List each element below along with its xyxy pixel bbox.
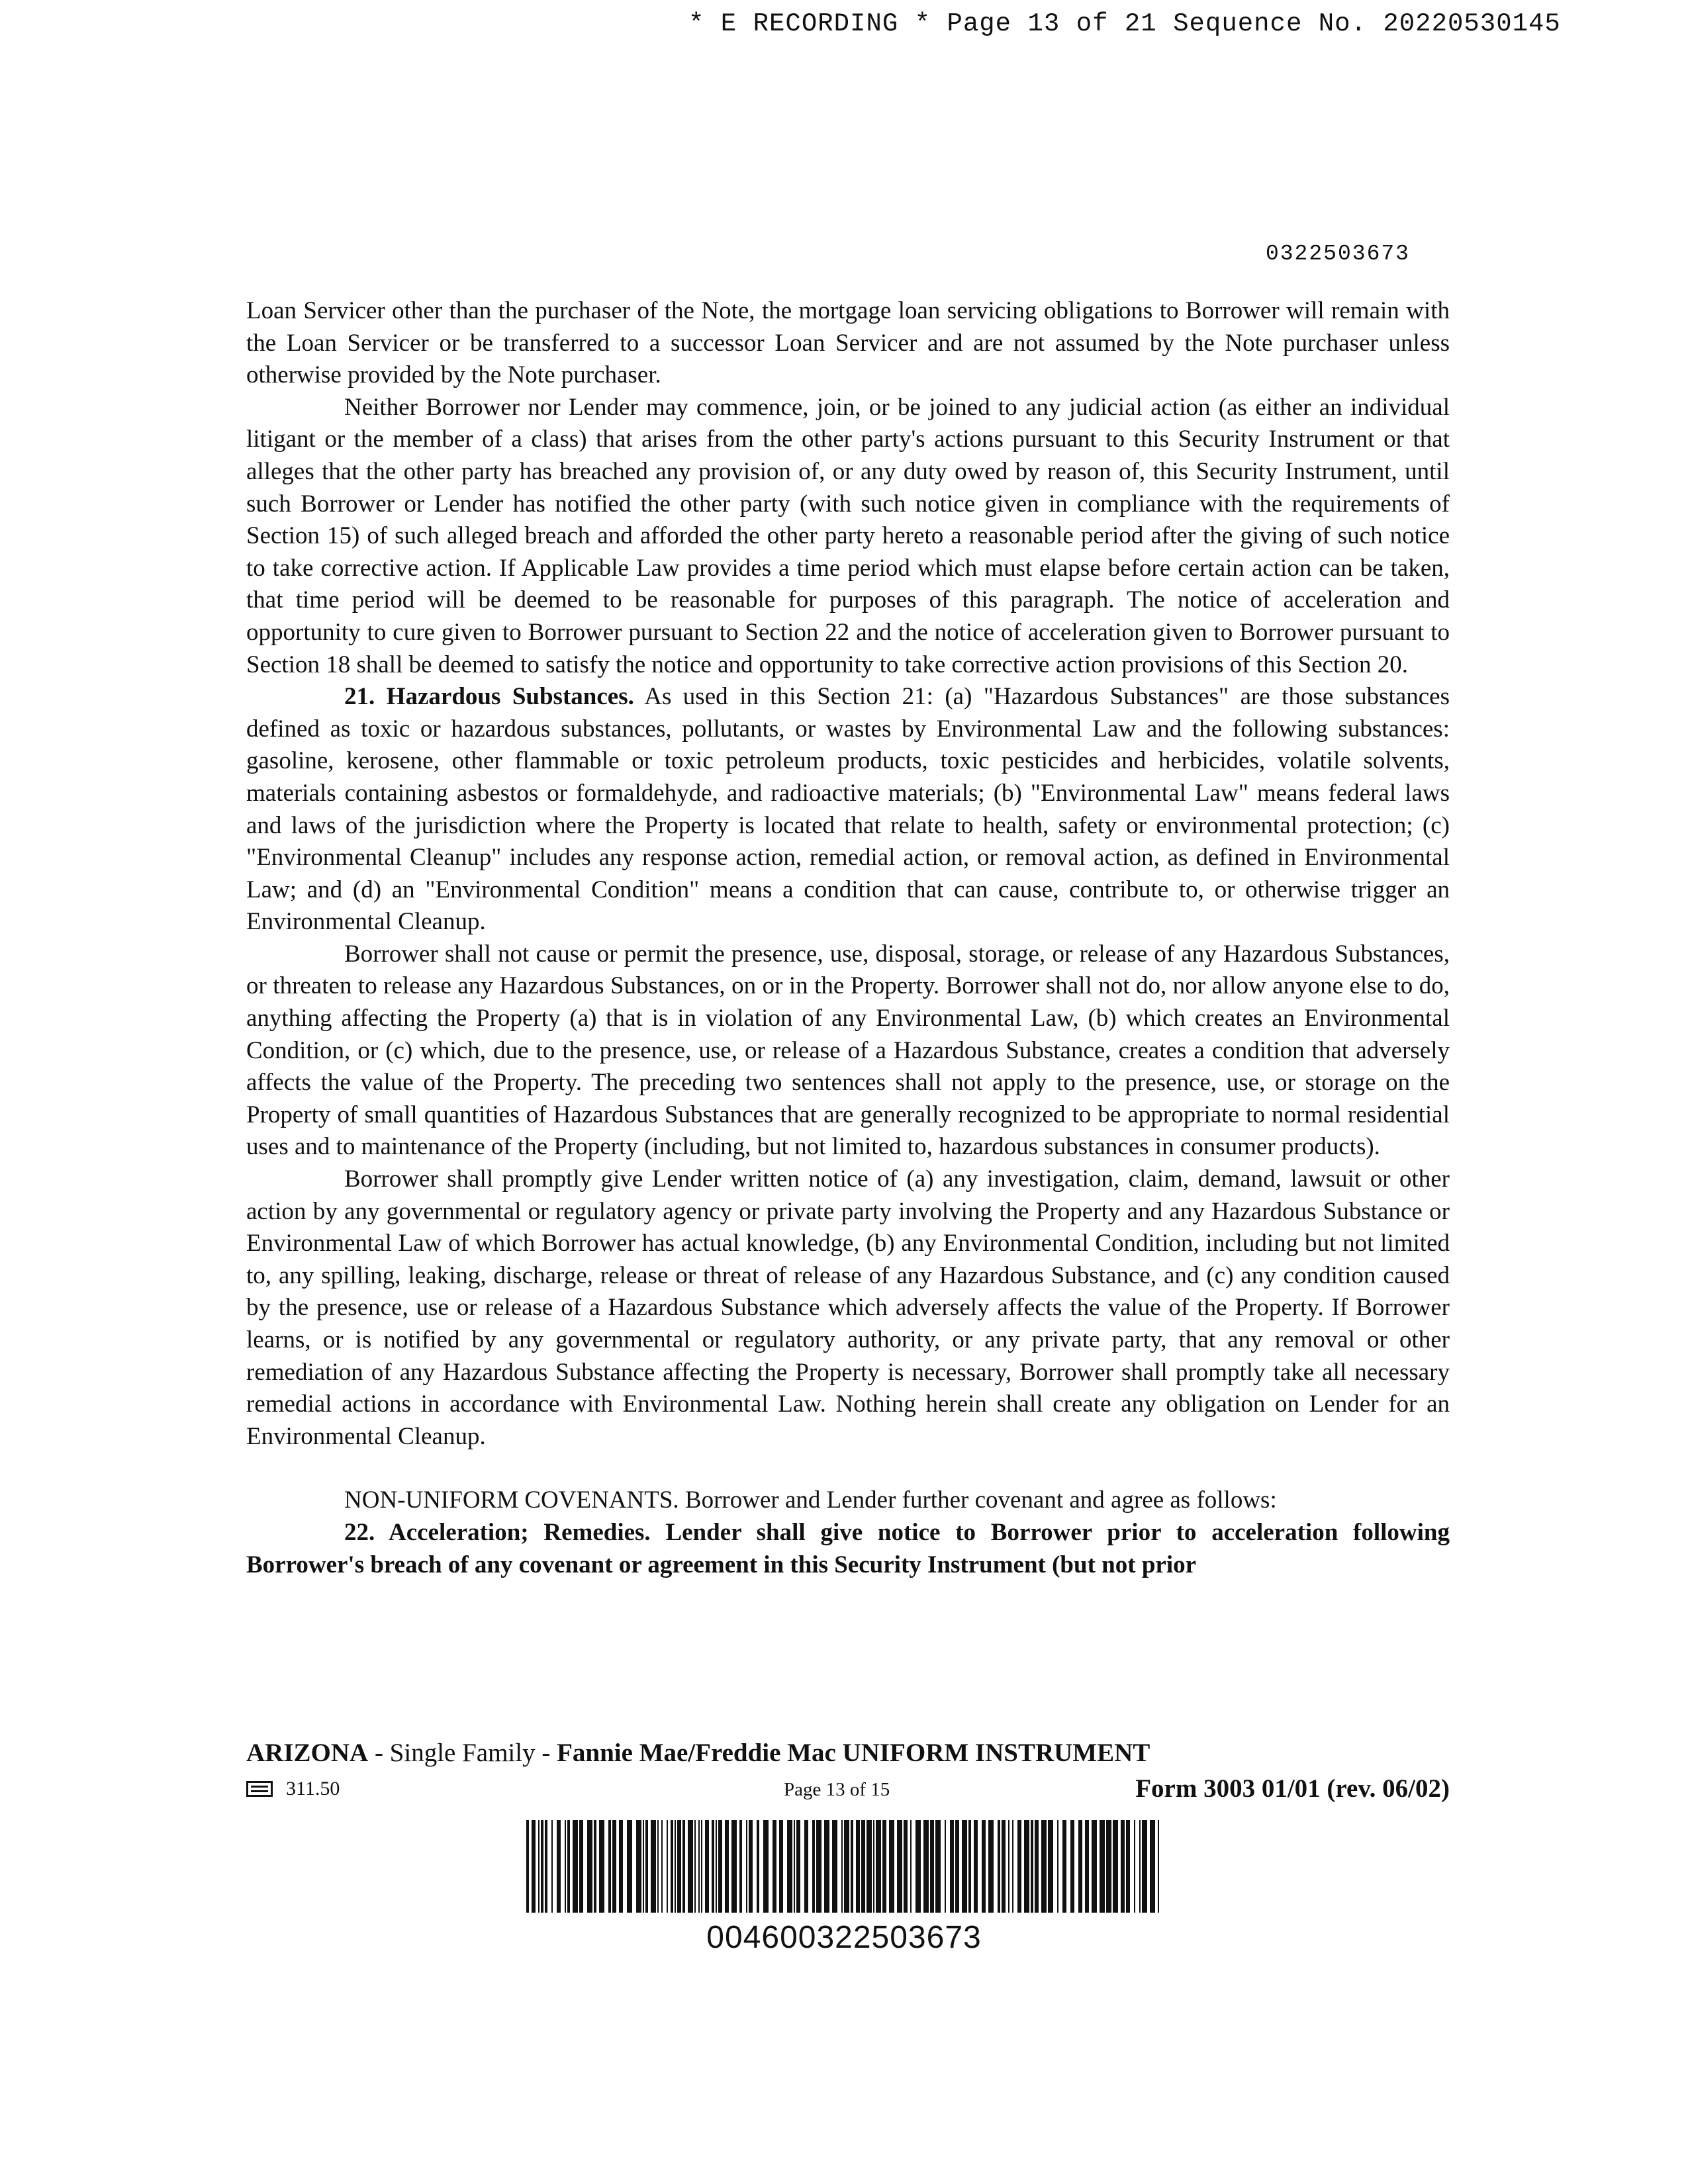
barcode	[526, 1820, 1162, 1913]
barcode-bar	[1121, 1820, 1125, 1913]
barcode-bar	[608, 1820, 611, 1913]
barcode-bar	[787, 1820, 792, 1913]
barcode-bar	[746, 1820, 747, 1913]
barcode-bar	[1070, 1820, 1074, 1913]
barcode-bar	[599, 1820, 604, 1913]
barcode-bar	[1139, 1820, 1141, 1913]
document-body	[246, 295, 1450, 1581]
barcode-bar	[731, 1820, 737, 1913]
footer-form-number: Form 3003 01/01 (rev. 06/02)	[1135, 1774, 1450, 1803]
section-21-hazardous-substances	[246, 681, 1450, 938]
barcode-bar	[671, 1820, 673, 1913]
barcode-bar	[739, 1820, 742, 1913]
barcode-bar	[619, 1820, 623, 1913]
section-21-title: 21. Hazardous Substances.	[344, 683, 634, 711]
barcode-bar	[725, 1820, 729, 1913]
barcode-bar	[844, 1820, 849, 1913]
barcode-bar	[1085, 1820, 1089, 1913]
barcode-bar	[1012, 1820, 1013, 1913]
barcode-bar	[651, 1820, 656, 1913]
barcode-bar	[526, 1820, 529, 1913]
barcode-bar	[950, 1820, 954, 1913]
barcode-bar	[856, 1820, 860, 1913]
barcode-bar	[636, 1820, 641, 1913]
barcode-bar	[682, 1820, 685, 1913]
barcode-bar	[1062, 1820, 1066, 1913]
barcode-bar	[867, 1820, 872, 1913]
recording-header: * E RECORDING * Page 13 of 21 Sequence No. 20220530145	[688, 9, 1561, 38]
barcode-bar	[915, 1820, 921, 1913]
section-22-acceleration	[246, 1517, 1450, 1581]
barcode-bar	[796, 1820, 800, 1913]
non-uniform-covenants: NON-UNIFORM COVENANTS. Borrower and Lender further covenant and agree as follows:	[344, 1486, 1277, 1514]
barcode-bar	[545, 1820, 547, 1913]
barcode-bar	[935, 1820, 941, 1913]
barcode-bar	[701, 1820, 702, 1913]
footer-title	[246, 1738, 1150, 1768]
barcode-bar	[627, 1820, 632, 1913]
section-22-text: Lender shall give notice to Borrower prior to acceleration following Borrower's breach of any covenant or agreement in this Security Instrument (but not prior	[246, 1518, 1450, 1578]
barcode-bar	[1031, 1820, 1033, 1913]
paragraph-judicial-action: Neither Borrower nor Lender may commence, join, or be joined to any judicial action (as either an individual litigant or the member of a class) that arises from the other party's actions pursuant to this Security Instrument or that alleges that the other party has breached any provision of, or any duty owed by reason of, this Security Instrument, until such Borrower or Lender has notified the other party (with such notice given in compliance with the requirements of Section 15) of such alleged breach and afforded the other party hereto a reasonable period after the giving of such notice to take corrective action. If Applicable Law provides a time period which must elapse before certain action can be taken, that time period will be deemed to be reasonable for purposes of this paragraph. The notice of acceleration and opportunity to cure given to Borrower pursuant to Section 22 and the notice of acceleration given to Borrower pursuant to Section 18 shall be deemed to satisfy the notice and opportunity to take corrective action provisions of this Section 20.	[246, 393, 1450, 678]
barcode-bar	[998, 1820, 1000, 1913]
barcode-bar	[532, 1820, 536, 1913]
barcode-bar	[705, 1820, 709, 1913]
barcode-bar	[974, 1820, 978, 1913]
barcode-bar	[1150, 1820, 1155, 1913]
barcode-bar	[794, 1820, 795, 1913]
barcode-bar	[1008, 1820, 1009, 1913]
paragraph-borrower-shall-not: Borrower shall not cause or permit the presence, use, disposal, storage, or release of any Hazardous Substances, or threaten to release any Hazardous Substances, on or in the Property. Borrower shall not do, nor allow anyone else to do, anything affecting the Property (a) that is in violation of any Environmental Law, (b) which creates an Environmental Condition, or (c) which, due to the presence, use, or release of a Hazardous Substance, creates a condition that adversely affects the value of the Property. The preceding two sentences shall not apply to the presence, use, or storage on the Property of small quantities of Hazardous Substances that are generally recognized to be appropriate to normal residential uses and to maintenance of the Property (including, but not limited to, hazardous substances in consumer products).	[246, 940, 1450, 1161]
barcode-bar	[1092, 1820, 1097, 1913]
barcode-bar	[541, 1820, 543, 1913]
paragraph-borrower-notice: Borrower shall promptly give Lender written notice of (a) any investigation, claim, demand, lawsuit or other action by any governmental or regulatory agency or private party involving the Property and any Hazardous Substance or Environmental Law of which Borrower has actual knowledge, (b) any Environmental Condition, including but not limited to, any spilling, leaking, discharge, release or threat of release of any Hazardous Substance, and (c) any condition caused by the presence, use or release of a Hazardous Substance which adversely affects the value of the Property. If Borrower learns, or is notified by any governmental or regulatory authority, or any private party, that any removal or other remediation of any Hazardous Substance affecting the Property is necessary, Borrower shall promptly take all necessary remedial actions in accordance with Environmental Law. Nothing herein shall create any obligation on Lender for an Environmental Cleanup.	[246, 1165, 1450, 1450]
barcode-bar	[716, 1820, 717, 1913]
barcode-bar	[832, 1820, 837, 1913]
barcode-bar	[873, 1820, 874, 1913]
barcode-bar	[816, 1820, 821, 1913]
barcode-bar	[1017, 1820, 1021, 1913]
loan-number: 0322503673	[1265, 242, 1410, 266]
barcode-bar	[573, 1820, 578, 1913]
barcode-bar	[587, 1820, 592, 1913]
barcode-bar	[1035, 1820, 1039, 1913]
footer-row	[246, 1774, 1450, 1807]
barcode-number: 004600322503673	[706, 1920, 982, 1955]
barcode-bar	[712, 1820, 714, 1913]
barcode-bar	[538, 1820, 539, 1913]
footer-page-number: Page 13 of 15	[784, 1779, 890, 1800]
barcode-bar	[1106, 1820, 1111, 1913]
barcode-bar	[955, 1820, 959, 1913]
barcode-bar	[594, 1820, 596, 1913]
barcode-bar	[749, 1820, 753, 1913]
barcode-bar	[773, 1820, 776, 1913]
barcode-bar	[1113, 1820, 1118, 1913]
barcode-bar	[930, 1820, 934, 1913]
barcode-bar	[1142, 1820, 1147, 1913]
barcode-bar	[698, 1820, 700, 1913]
barcode-bar	[1057, 1820, 1058, 1913]
barcode-bar	[579, 1820, 583, 1913]
section-22-title: 22. Acceleration; Remedies.	[344, 1518, 651, 1546]
barcode-bar	[988, 1820, 994, 1913]
barcode-bar	[923, 1820, 929, 1913]
section-21-text: As used in this Section 21: (a) "Hazardous Substances" are those substances defined as toxic or hazardous substances, pollutants, or wastes by Environmental Law and the following substances: gasoline, kerosene, other flammable or toxic petroleum products, toxic pesticides and herbicides, volatile solvents, materials containing asbestos or formaldehyde, and radioactive materials; (b) "Environmental Law" means federal laws and laws of the jurisdiction where the Property is located that relate to health, safety or environmental protection; (c) "Environmental Cleanup" includes any response action, remedial action, or removal action, as defined in Environmental Law; and (d) an "Environmental Condition" means a condition that can cause, contribute to, or otherwise trigger an Environmental Cleanup.	[246, 683, 1450, 936]
barcode-bar	[904, 1820, 908, 1913]
barcode-bar	[551, 1820, 553, 1913]
ellie-mae-logo-icon	[246, 1781, 273, 1797]
barcode-bar	[718, 1820, 722, 1913]
barcode-bar	[779, 1820, 783, 1913]
barcode-bar	[824, 1820, 829, 1913]
barcode-bar	[677, 1820, 681, 1913]
barcode-bar	[1041, 1820, 1047, 1913]
barcode-bar	[804, 1820, 808, 1913]
barcode-bar	[1126, 1820, 1130, 1913]
barcode-bar	[763, 1820, 769, 1913]
barcode-bar	[876, 1820, 881, 1913]
barcode-bar	[851, 1820, 853, 1913]
footer-state: ARIZONA	[246, 1739, 369, 1767]
barcode-bar	[557, 1820, 561, 1913]
barcode-bar	[1100, 1820, 1105, 1913]
barcode-bar	[565, 1820, 566, 1913]
barcode-bar	[1002, 1820, 1006, 1913]
barcode-bar	[1024, 1820, 1029, 1913]
barcode-bar	[889, 1820, 894, 1913]
barcode-bar	[567, 1820, 570, 1913]
barcode-bar	[757, 1820, 759, 1913]
barcode-bar	[1078, 1820, 1082, 1913]
footer-instrument: Fannie Mae/Freddie Mac UNIFORM INSTRUMENT	[557, 1739, 1150, 1767]
barcode-bar	[945, 1820, 946, 1913]
barcode-bar	[1048, 1820, 1053, 1913]
barcode-bar	[1134, 1820, 1135, 1913]
barcode-bar	[841, 1820, 843, 1913]
barcode-bar	[910, 1820, 912, 1913]
barcode-bar	[661, 1820, 663, 1913]
barcode-bar	[667, 1820, 668, 1913]
paragraph-loan-servicer: Loan Servicer other than the purchaser of the Note, the mortgage loan servicing obligations to Borrower will remain with the Loan Servicer or be transferred to a successor Loan Servicer and are not assumed by the Note purchaser unless otherwise provided by the Note purchaser.	[246, 297, 1450, 389]
footer-code	[246, 1778, 340, 1800]
footer-code-number: 311.50	[286, 1778, 340, 1799]
barcode-bar	[675, 1820, 676, 1913]
barcode-bar	[612, 1820, 616, 1913]
barcode-bar	[861, 1820, 865, 1913]
barcode-bar	[1158, 1820, 1159, 1913]
barcode-bar	[812, 1820, 815, 1913]
barcode-bar	[897, 1820, 902, 1913]
barcode-bar	[882, 1820, 886, 1913]
barcode-bar	[968, 1820, 971, 1913]
barcode-bar	[962, 1820, 967, 1913]
barcode-bar	[688, 1820, 693, 1913]
barcode-bar	[645, 1820, 648, 1913]
barcode-bar	[694, 1820, 696, 1913]
barcode-bar	[643, 1820, 644, 1913]
barcode-bar	[982, 1820, 986, 1913]
barcode-bar	[657, 1820, 659, 1913]
footer-title-mid: - Single Family -	[368, 1739, 557, 1767]
